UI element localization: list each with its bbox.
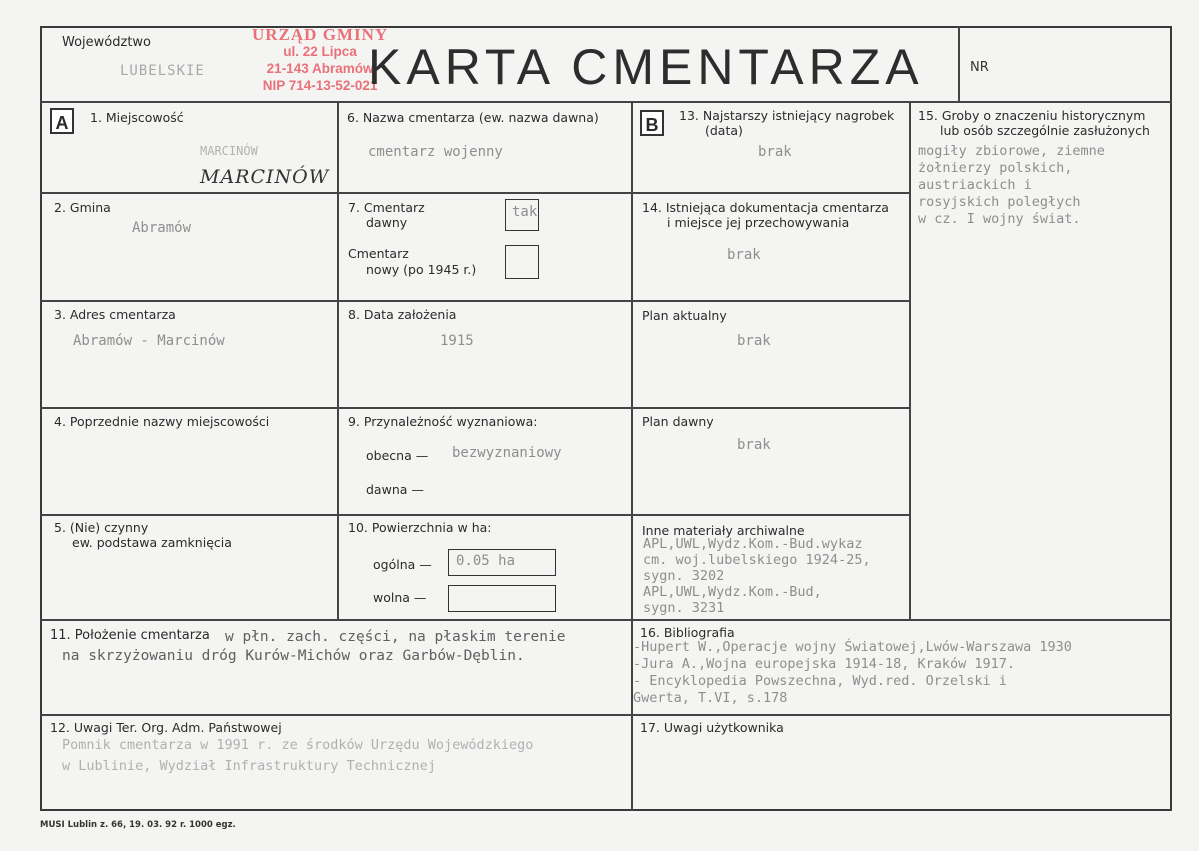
field-16-value-line: Gwerta, T.VI, s.178 [633,690,788,706]
field-5-label-2: ew. podstawa zamknięcia [72,535,232,550]
divider-row2 [40,300,910,302]
field-16-value-line: - Encyklopedia Powszechna, Wyd.red. Orzelski i [633,673,1007,689]
field-15-label-1: 15. Groby o znaczeniu historycznym [918,108,1146,123]
field-9-obecna-value: bezwyznaniowy [452,445,562,461]
field-11-value-line: na skrzyżowaniu dróg Kurów-Michów oraz Garbów-Dęblin. [62,648,525,664]
field-2-value: Abramów [132,220,192,236]
field-10-wolna-box [448,585,556,612]
inne-materialy-line: cm. woj.lubelskiego 1924-25, [643,552,871,568]
divider-col3 [909,101,911,619]
field-13-label-1: 13. Najstarszy istniejący nagrobek [679,108,895,123]
inne-materialy-label: Inne materiały archiwalne [642,523,805,538]
field-16-value-line: -Hupert W.,Operacje wojny Światowej,Lwów-Warszawa 1930 [633,639,1072,655]
field-15-label-2: lub osób szczególnie zasłużonych [940,123,1150,138]
nr-label: NR [970,60,989,75]
field-13-value: brak [758,144,792,160]
field-6-value: cmentarz wojenny [368,144,503,160]
field-9-label: 9. Przynależność wyznaniowa: [348,414,538,429]
card-title: KARTA CMENTARZA [368,39,924,95]
field-9-obecna-label: obecna — [366,448,429,463]
field-10-ogolna-value: 0.05 ha [456,553,516,569]
field-7-dawny-value: tak [512,204,538,220]
divider-col1 [337,101,339,619]
field-13-label-2: (data) [705,123,743,138]
field-1-typed-value: MARCINÓW [200,144,258,158]
field-7b-label-1: Cmentarz [348,246,409,261]
field-8-label: 8. Data założenia [348,307,457,322]
plan-aktualny-label: Plan aktualny [642,308,727,323]
field-12-label: 12. Uwagi Ter. Org. Adm. Państwowej [50,720,282,735]
inne-materialy-line: sygn. 3231 [643,600,725,616]
divider-header [40,101,1172,103]
field-16-value-line: -Jura A.,Wojna europejska 1914-18, Kraków 1917. [633,656,1016,672]
divider-header-nr [958,26,960,101]
field-1-handwritten-value: MARCINÓW [200,166,330,188]
stamp-line2: ul. 22 Lipca [283,44,357,59]
field-5-label-1: 5. (Nie) czynny [54,520,149,535]
divider-row1 [40,192,910,194]
divider-row6 [40,714,1172,716]
divider-row3 [40,407,910,409]
field-10-ogolna-label: ogólna — [373,557,432,572]
field-11-value-line: w płn. zach. części, na płaskim terenie [225,629,566,645]
field-7b-label-2: nowy (po 1945 r.) [366,262,477,277]
field-12-value-line: Pomnik cmentarza w 1991 r. ze środków Urzędu Wojewódzkiego [62,737,534,753]
wojewodztwo-label: Województwo [62,35,152,50]
divider-row4 [40,514,910,516]
field-6-label: 6. Nazwa cmentarza (ew. nazwa dawna) [347,110,599,125]
wojewodztwo-value: LUBELSKIE [120,63,205,79]
field-4-label: 4. Poprzednie nazwy miejscowości [54,414,270,429]
field-15-value-line: w cz. I wojny świat. [918,211,1081,227]
field-2-label: 2. Gmina [54,200,111,215]
plan-dawny-label: Plan dawny [642,414,714,429]
field-17-label: 17. Uwagi użytkownika [640,720,784,735]
field-9-dawna-label: dawna — [366,482,424,497]
field-1-label: 1. Miejscowość [90,110,184,125]
plan-aktualny-value: brak [737,333,771,349]
section-a-badge: A [50,108,74,134]
field-8-value: 1915 [440,333,474,349]
field-12-value-line: w Lublinie, Wydział Infrastruktury Technicznej [62,758,436,774]
field-10-label: 10. Powierzchnia w ha: [348,520,492,535]
field-16-label: 16. Bibliografia [640,625,735,640]
field-7-nowy-box [505,245,539,279]
section-b-badge: B [640,110,664,136]
plan-dawny-value: brak [737,437,771,453]
inne-materialy-line: APL,UWL,Wydz.Kom.-Bud.wykaz [643,536,863,552]
print-footer: MUSI Lublin z. 66, 19. 03. 92 r. 1000 egz. [40,820,236,830]
field-15-value-line: rosyjskich poległych [918,194,1081,210]
field-14-value: brak [727,247,761,263]
field-14-label-1: 14. Istniejąca dokumentacja cmentarza [642,200,889,215]
inne-materialy-line: APL,UWL,Wydz.Kom.-Bud, [643,584,822,600]
divider-row5 [40,619,1172,621]
stamp-line4: NIP 714-13-52-021 [262,78,378,93]
field-15-value-line: żołnierzy polskich, [918,160,1073,176]
field-15-value-line: austriackich i [918,177,1032,193]
stamp-line3: 21-143 Abramów [266,61,374,76]
stamp-line1: URZĄD GMINY [252,25,389,44]
field-7-label-1: 7. Cmentarz [348,200,425,215]
field-3-value: Abramów - Marcinów [73,333,225,349]
field-3-label: 3. Adres cmentarza [54,307,176,322]
field-11-label: 11. Położenie cmentarza [50,628,210,643]
inne-materialy-line: sygn. 3202 [643,568,725,584]
field-7-label-2: dawny [366,215,408,230]
field-14-label-2: i miejsce jej przechowywania [667,215,850,230]
field-10-wolna-label: wolna — [373,590,427,605]
field-15-value-line: mogiły zbiorowe, ziemne [918,143,1105,159]
